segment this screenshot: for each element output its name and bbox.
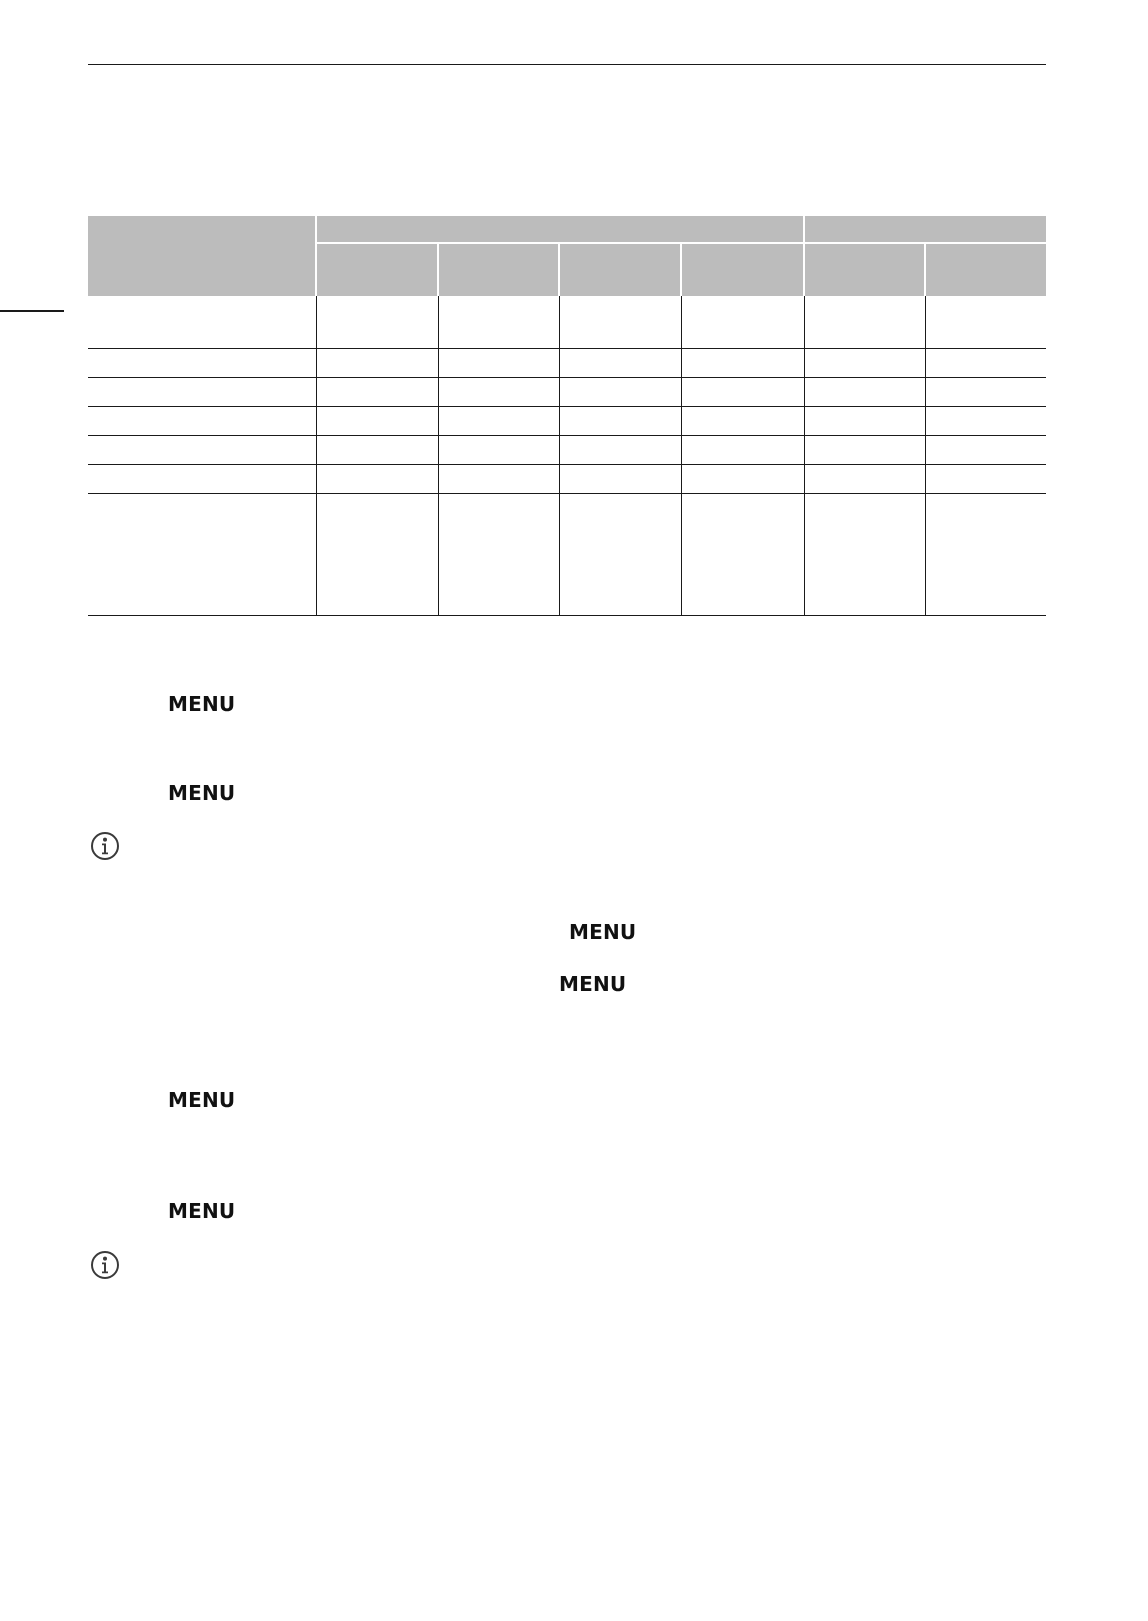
table-cell [88, 436, 314, 464]
table-cell [683, 465, 802, 493]
table-cell [561, 436, 679, 464]
table-bottom-rule [88, 615, 1046, 616]
table-group-header-2 [805, 216, 1046, 242]
menu-button-label: MENU [569, 920, 637, 944]
table-cell [88, 378, 314, 406]
table-cell [318, 296, 436, 348]
table-column-divider [559, 296, 560, 616]
table-cell [561, 378, 679, 406]
table-column-header [317, 244, 437, 296]
table-cell [806, 494, 923, 615]
table-group-header-1 [317, 216, 803, 242]
table-cell [806, 436, 923, 464]
table-cell [806, 349, 923, 377]
table-cell [318, 378, 436, 406]
table-cell [88, 494, 314, 615]
info-circle-icon [90, 1250, 120, 1280]
menu-button-label: MENU [559, 972, 627, 996]
table-cell [440, 296, 557, 348]
table-column-divider [804, 296, 805, 616]
table-cell [88, 349, 314, 377]
table-column-header [682, 244, 803, 296]
table-cell [318, 349, 436, 377]
table-column-divider [681, 296, 682, 616]
table-column-header [926, 244, 1046, 296]
table-cell [318, 465, 436, 493]
menu-button-label: MENU [168, 1199, 236, 1223]
table-cell [440, 436, 557, 464]
table-column-divider [438, 296, 439, 616]
table-cell [561, 349, 679, 377]
table-column-divider [316, 296, 317, 616]
table-cell [683, 349, 802, 377]
table-cell [561, 494, 679, 615]
table-cell [927, 378, 1046, 406]
section-marker [0, 310, 64, 312]
table-cell [927, 465, 1046, 493]
table-cell [927, 494, 1046, 615]
table-cell [561, 465, 679, 493]
table-cell [318, 436, 436, 464]
table-cell [683, 407, 802, 435]
table-header-first-column [88, 216, 315, 296]
table-cell [440, 378, 557, 406]
table-cell [318, 407, 436, 435]
table-cell [440, 494, 557, 615]
table-cell [683, 436, 802, 464]
table-cell [927, 296, 1046, 348]
table-cell [683, 494, 802, 615]
table-cell [683, 296, 802, 348]
table-cell [806, 378, 923, 406]
table-cell [927, 436, 1046, 464]
table-cell [561, 296, 679, 348]
menu-button-label: MENU [168, 692, 236, 716]
table-cell [440, 407, 557, 435]
table-cell [318, 494, 436, 615]
table-cell [683, 378, 802, 406]
info-circle-icon [90, 831, 120, 861]
data-table [88, 216, 1046, 616]
table-column-divider [925, 296, 926, 616]
table-cell [927, 407, 1046, 435]
table-cell [806, 407, 923, 435]
table-cell [440, 465, 557, 493]
table-cell [88, 296, 314, 348]
table-cell [88, 465, 314, 493]
table-cell [927, 349, 1046, 377]
table-cell [88, 407, 314, 435]
table-column-header [560, 244, 680, 296]
table-cell [440, 349, 557, 377]
table-column-header [439, 244, 558, 296]
header-rule [88, 64, 1046, 65]
table-cell [561, 407, 679, 435]
table-cell [806, 465, 923, 493]
menu-button-label: MENU [168, 1088, 236, 1112]
table-column-header [805, 244, 924, 296]
menu-button-label: MENU [168, 781, 236, 805]
table-cell [806, 296, 923, 348]
